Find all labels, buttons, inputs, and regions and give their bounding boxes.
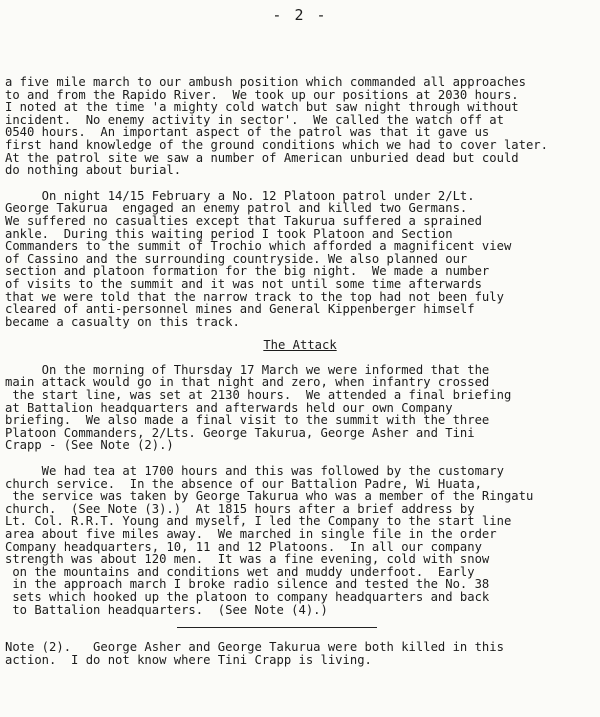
footnote-note-2 xyxy=(5,641,595,666)
text-line: We had tea at 1700 hours and this was followed by the customary xyxy=(5,464,504,479)
text-line: ankle. During this waiting period I took Platoon and Section xyxy=(5,226,453,241)
text-line: the service was taken by George Takurua who was a member of the Ringatu xyxy=(5,489,534,504)
text-line: Commanders to the summit of Trochio which afforded a magnificent view xyxy=(5,239,512,254)
text-line: a five mile march to our ambush position which commanded all approaches xyxy=(5,75,526,89)
text-line: Crapp - (See Note (2).) xyxy=(5,438,174,453)
text-line: the start line, was set at 2130 hours. We attended a final briefing xyxy=(5,388,512,403)
text-line: 0540 hours. An important aspect of the patrol was that it gave us xyxy=(5,125,490,140)
text-line: to and from the Rapido River. We took up our positions at 2030 hours. xyxy=(5,87,519,102)
text-line: main attack would go in that night and zero, when infantry crossed xyxy=(5,375,490,390)
text-line: area about five miles away. We marched in single file in the order xyxy=(5,527,497,541)
text-line: do nothing about burial. xyxy=(5,163,182,178)
text-line: Lt. Col. R.R.T. Young and myself, I led the Company to the start line xyxy=(5,514,512,529)
text-line: section and platoon formation for the big night. We made a number xyxy=(5,264,490,279)
text-line: Note (2). George Asher and George Takurua were both killed in this xyxy=(5,640,504,655)
text-line: action. I do not know where Tini Crapp is living. xyxy=(5,652,372,667)
text-line: At the patrol site we saw a number of American unburied dead but could xyxy=(5,150,519,165)
text-line: briefing. We also made a final visit to the summit with the three xyxy=(5,413,490,428)
text-line: On the morning of Thursday 17 March we were informed that the xyxy=(5,362,490,377)
text-line: that we were told that the narrow track to the top had not been fuly xyxy=(5,289,504,304)
text-line: Company headquarters, 10, 11 and 12 Platoons. In all our company xyxy=(5,539,482,554)
text-line: at Battalion headquarters and afterwards held our own Company xyxy=(5,400,453,415)
text-line: We suffered no casualties except that Takurua suffered a sprained xyxy=(5,213,482,228)
text-line: first hand knowledge of the ground conditions which we had to cover later. xyxy=(5,137,548,152)
text-line: church. (See Note (3).) At 1815 hours after a brief address by xyxy=(5,501,475,516)
text-line: Platoon Commanders, 2/Lts. George Takurua, George Asher and Tini xyxy=(5,425,475,440)
paragraph-church-service xyxy=(5,465,595,616)
paragraph-attack-briefing xyxy=(5,364,595,452)
footnote-divider xyxy=(177,627,377,628)
text-line: to Battalion headquarters. (See Note (4).) xyxy=(5,602,328,617)
text-line: of Cassino and the surrounding countryside. We also planned our xyxy=(5,251,468,266)
text-line: church service. In the absence of our Battalion Padre, Wi Huata, xyxy=(5,476,482,491)
text-line: incident. No enemy activity in sector'. We called the watch off at xyxy=(5,112,504,127)
paragraph-platoon-patrol xyxy=(5,190,595,329)
text-line: I noted at the time 'a mighty cold watch but saw night through without xyxy=(5,100,519,115)
text-line: on the mountains and conditions wet and muddy underfoot. Early xyxy=(5,564,475,579)
text-line: strength was about 120 men. It was a fine evening, cold with snow xyxy=(5,552,490,567)
text-line: became a casualty on this track. xyxy=(5,314,240,329)
text-line: in the approach march I broke radio silence and tested the No. 38 xyxy=(5,577,490,592)
text-line: cleared of anti-personnel mines and General Kippenberger himself xyxy=(5,302,475,317)
text-line: George Takurua engaged an enemy patrol and killed two Germans. xyxy=(5,201,468,216)
text-line: On night 14/15 February a No. 12 Platoon patrol under 2/Lt. xyxy=(5,188,475,203)
section-heading-the-attack xyxy=(5,339,595,352)
paragraph-ambush-position xyxy=(5,76,595,177)
text-line: sets which hooked up the platoon to company headquarters and back xyxy=(5,589,490,604)
page-number: - 2 - xyxy=(272,6,328,24)
text-line: of visits to the summit and it was not until some time afterwards xyxy=(5,276,482,291)
document-body xyxy=(5,76,595,666)
section-heading-text: The Attack xyxy=(263,338,337,353)
